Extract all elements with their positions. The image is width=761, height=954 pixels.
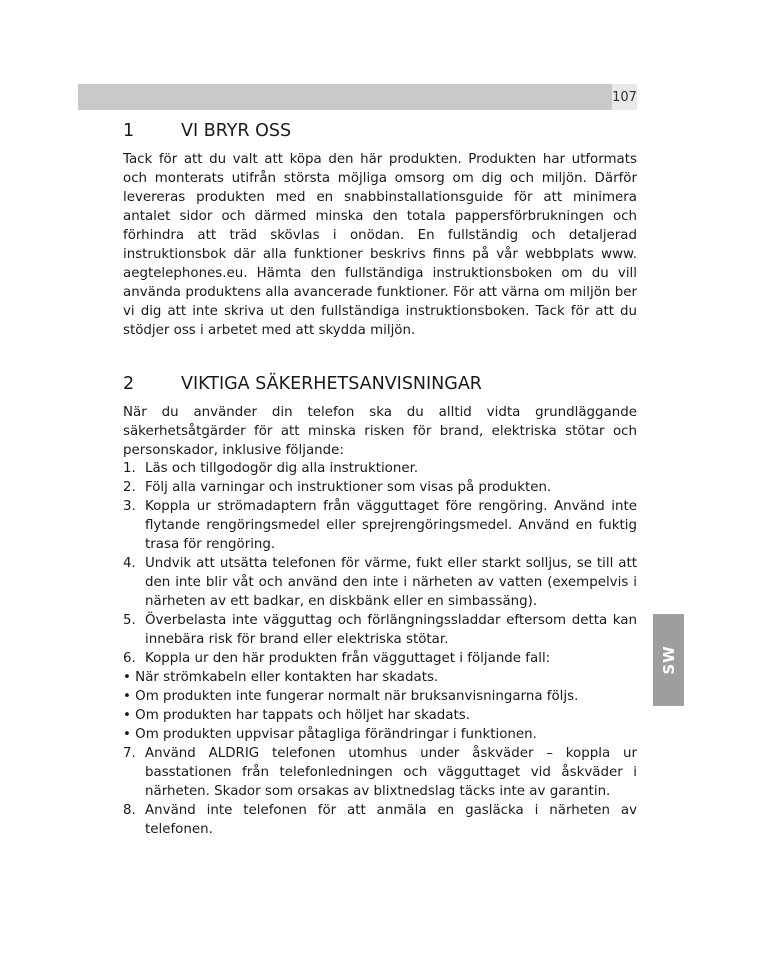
section-2-title: VIKTIGA SÄKERHETSANVISNINGAR xyxy=(181,374,482,394)
bullet-item: • Om produkten har tappats och höljet har skadats. xyxy=(123,708,470,723)
page-number: 107 xyxy=(612,84,637,110)
bullet-item: • Om produkten inte fungerar normalt när bruksanvisningarna följs. xyxy=(123,689,579,704)
bullet-item: • När strömkabeln eller kontakten har skadats. xyxy=(123,670,439,685)
list-item: 1. Läs och tillgodogör dig alla instruktioner. xyxy=(123,461,419,476)
list-item: 8. Använd inte telefonen för att anmäla en gasläcka i närheten av telefonen. xyxy=(123,803,637,837)
section-1-body: Tack för att du valt att köpa den här produkten. Produkten har utformats och monterats utifrån största möjliga omsorg om dig och miljön. Därför levereras produkten med en snabbinstallationsguide för att minimera antalet sidor och därmed minska den totala pappersförbrukningen och förhindra att träd skövlas i onödan. En fullständig och detaljerad instruktionsbok där alla funktioner beskrivs finns på vår webbplats www. aegtelephones.eu. Hämta den fullständiga instruktionsboken om du vill använda produktens alla avancerade funktioner. För att värna om miljön ber vi dig att inte skriva ut den fullständiga instruktionsboken. Tack för att du stödjer oss i arbetet med att skydda miljön. xyxy=(123,152,637,338)
list-item: 5. Överbelasta inte vägguttag och förlängningssladdar eftersom detta kan innebära risk för brand eller elektriska stötar. xyxy=(123,613,637,647)
list-item: 3. Koppla ur strömadaptern från vägguttaget före rengöring. Använd inte flytande rengöringsmedel eller sprejrengöringsmedel. Använd en fuktig trasa för rengöring. xyxy=(123,499,637,552)
section-2-number: 2 xyxy=(123,374,135,394)
language-tab-label: SW xyxy=(659,645,678,675)
section-1-title: VI BRYR OSS xyxy=(181,121,292,141)
header-bar xyxy=(78,84,612,110)
safety-list xyxy=(123,459,637,839)
section-1-heading xyxy=(123,121,291,141)
list-item: 6. Koppla ur den här produkten från vägguttaget i följande fall: xyxy=(123,651,551,666)
section-1-number: 1 xyxy=(123,121,135,141)
section-2-heading xyxy=(123,374,482,394)
list-item: 7. Använd ALDRIG telefonen utomhus under åskväder – koppla ur basstationen från telefonledningen och vägguttaget vid åskväder i närheten. Skador som orsakas av blixtnedslag täcks inte av garantin. xyxy=(123,746,637,799)
language-tab xyxy=(653,614,684,706)
list-item: 4. Undvik att utsätta telefonen för värme, fukt eller starkt solljus, se till att den inte blir våt och använd den inte i närheten av vatten (exempelvis i närheten av ett badkar, en diskbänk eller en simbassäng). xyxy=(123,556,637,609)
bullet-item: • Om produkten uppvisar påtagliga förändringar i funktionen. xyxy=(123,727,537,742)
list-item: 2. Följ alla varningar och instruktioner som visas på produkten. xyxy=(123,480,552,495)
section-2-intro: När du använder din telefon ska du alltid vidta grundläggande säkerhetsåtgärder för att minska risken för brand, elektriska stötar och personskador, inklusive följande: xyxy=(123,405,637,458)
